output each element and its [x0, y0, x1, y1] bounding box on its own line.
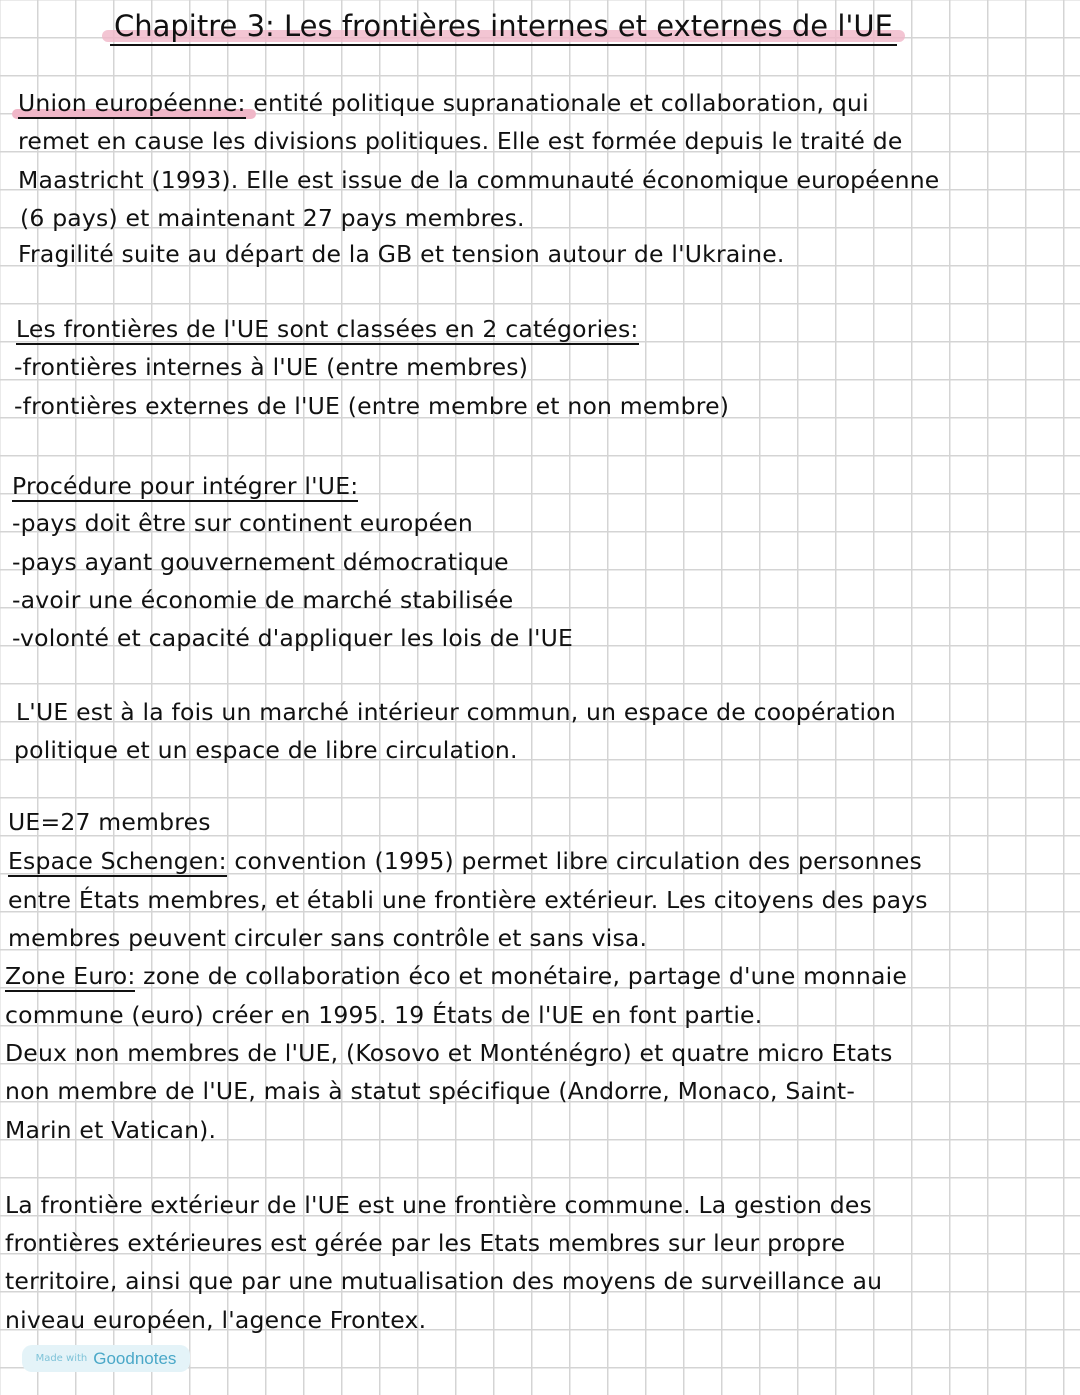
line-text: -pays doit être sur continent européen: [12, 509, 474, 537]
line-text: Maastricht (1993). Elle est issue de la communauté économique européenne: [18, 166, 940, 194]
line-text: -pays ayant gouvernement démocratique: [12, 548, 509, 576]
line-text: (6 pays) et maintenant 27 pays membres.: [20, 204, 525, 232]
line-text: commune (euro) créer en 1995. 19 États de l'UE en font partie.: [5, 1001, 763, 1029]
goodnotes-badge: [22, 1345, 190, 1372]
line-text: -frontières internes à l'UE (entre membres): [14, 353, 529, 381]
note-line: [5, 1305, 426, 1335]
note-line: [5, 1076, 855, 1106]
note-line: [5, 1190, 872, 1220]
note-line: [5, 1115, 216, 1145]
note-line: [8, 807, 211, 837]
underlined-heading: Procédure pour intégrer l'UE:: [12, 472, 359, 500]
note-line: [12, 471, 358, 501]
page-title: Chapitre 3: Les frontières internes et externes de l'UE: [110, 8, 897, 46]
note-line: [14, 352, 528, 382]
note-line: [16, 314, 639, 344]
note-line: [5, 1000, 762, 1030]
note-line: [8, 885, 928, 915]
line-text: -volonté et capacité d'appliquer les lois de l'UE: [12, 624, 574, 652]
note-line: [8, 846, 922, 876]
note-line: [18, 165, 939, 195]
note-line: [12, 547, 509, 577]
line-text: territoire, ainsi que par une mutualisation des moyens de surveillance au: [5, 1267, 883, 1295]
line-text: remet en cause les divisions politiques. Elle est formée depuis le traité de: [18, 127, 903, 155]
line-text: UE=27 membres: [8, 808, 211, 836]
underlined-heading: Union européenne:: [18, 89, 246, 117]
line-text: La frontière extérieur de l'UE est une frontière commune. La gestion des: [5, 1191, 872, 1219]
note-line: [5, 1266, 882, 1296]
note-line: [12, 623, 573, 653]
underlined-heading: Espace Schengen:: [8, 847, 227, 875]
line-text: L'UE est à la fois un marché intérieur commun, un espace de coopération: [16, 698, 896, 726]
note-line: [5, 1228, 845, 1258]
line-text: politique et un espace de libre circulation.: [14, 736, 518, 764]
note-line: [18, 239, 785, 269]
note-line: [8, 923, 647, 953]
made-with-label: Made with: [35, 1353, 88, 1364]
line-text: Deux non membres de l'UE, (Kosovo et Monténégro) et quatre micro Etats: [5, 1039, 893, 1067]
line-text: Marin et Vatican).: [5, 1116, 217, 1144]
line-text: entre États membres, et établi une frontière extérieur. Les citoyens des pays: [8, 886, 928, 914]
underlined-heading: Zone Euro:: [5, 962, 136, 990]
line-text: frontières extérieures est gérée par les Etats membres sur leur propre: [5, 1229, 846, 1257]
note-line: [5, 961, 907, 991]
note-line: [20, 203, 525, 233]
line-text: niveau européen, l'agence Frontex.: [5, 1306, 427, 1334]
line-text: non membre de l'UE, mais à statut spécifique (Andorre, Monaco, Saint-: [5, 1077, 856, 1105]
note-line: [14, 735, 518, 765]
line-text: -frontières externes de l'UE (entre membre et non membre): [14, 392, 730, 420]
note-line: [18, 126, 903, 156]
line-text: convention (1995) permet libre circulation des personnes: [226, 847, 922, 875]
underlined-heading: Les frontières de l'UE sont classées en 2 catégories:: [16, 315, 639, 343]
goodnotes-logo: Goodnotes: [93, 1348, 177, 1368]
line-text: membres peuvent circuler sans contrôle et sans visa.: [8, 924, 648, 952]
note-line: [12, 508, 473, 538]
note-line: [14, 391, 729, 421]
line-text: entité politique supranationale et collaboration, qui: [245, 89, 869, 117]
note-line: [16, 697, 896, 727]
line-text: -avoir une économie de marché stabilisée: [12, 586, 514, 614]
note-line: [5, 1038, 893, 1068]
line-text: zone de collaboration éco et monétaire, partage d'une monnaie: [135, 962, 907, 990]
line-text: Fragilité suite au départ de la GB et tension autour de l'Ukraine.: [18, 240, 785, 268]
note-line: [12, 585, 513, 615]
note-line: [18, 88, 869, 118]
